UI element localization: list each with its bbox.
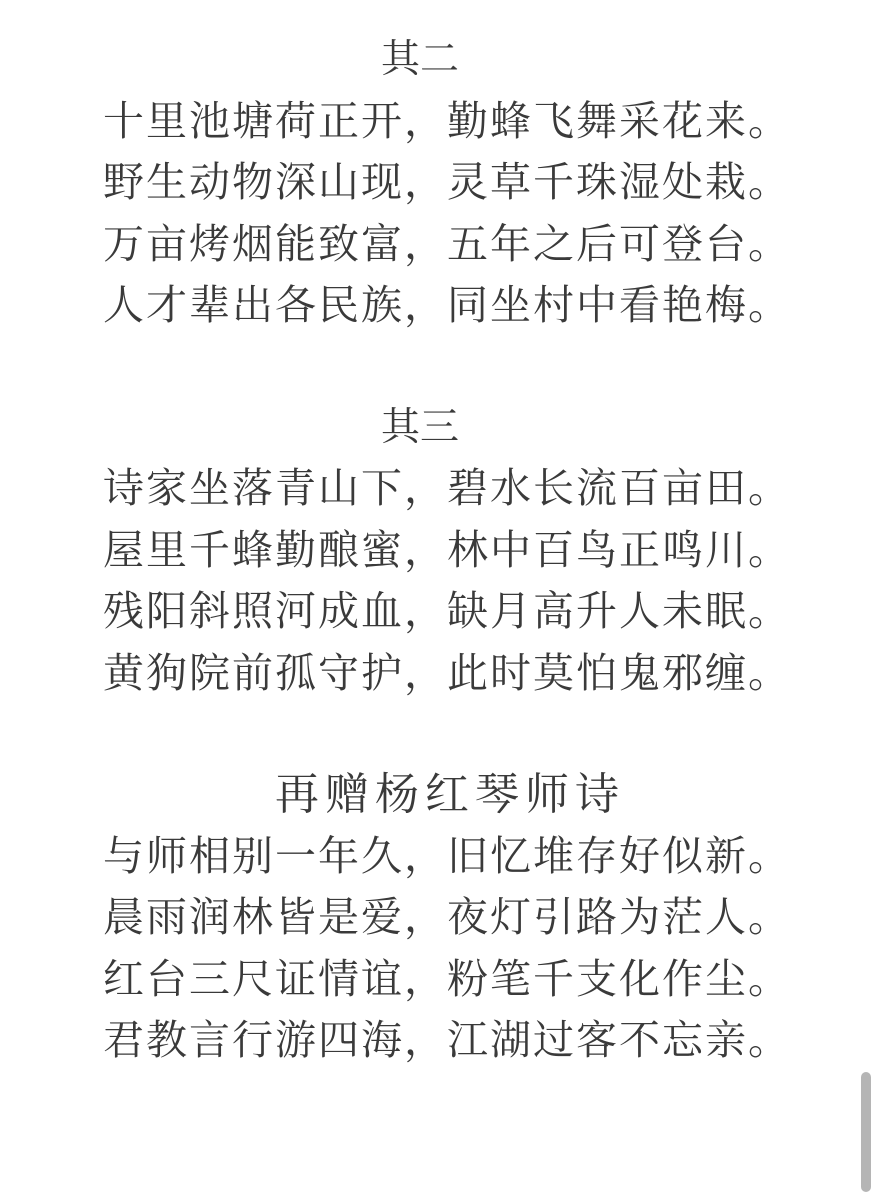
poem-line: 残阳斜照河成血，缺月高升人未眠。 bbox=[103, 588, 791, 634]
poem-section-2 bbox=[0, 29, 882, 337]
poem-line: 与师相别一年久，旧忆堆存好似新。 bbox=[103, 832, 791, 879]
poem-line: 红台三尺证情谊，粉笔千支化作尘。 bbox=[103, 955, 791, 1002]
poem-title: 其二 bbox=[380, 38, 459, 81]
poem-title: 其三 bbox=[380, 405, 459, 449]
poem-line: 诗家坐落青山下，碧水长流百亩田。 bbox=[103, 465, 791, 511]
poem-line: 万亩烤烟能致富，五年之后可登台。 bbox=[103, 220, 791, 267]
poem-line: 人才辈出各民族，同坐村中看艳梅。 bbox=[103, 282, 791, 328]
poem-line: 君教言行游四海，江湖过客不忘亲。 bbox=[103, 1017, 791, 1063]
poem-title: 再赠杨红琴师诗 bbox=[275, 770, 625, 819]
poem-line: 屋里千蜂勤酿蜜，林中百鸟正鸣川。 bbox=[103, 526, 791, 573]
poem-line: 十里池塘荷正开，勤蜂飞舞采花来。 bbox=[103, 97, 791, 144]
poem-section-3 bbox=[0, 397, 882, 705]
poem-line: 晨雨润林皆是爱，夜灯引路为茫人。 bbox=[103, 894, 791, 940]
poem-line: 野生动物深山现，灵草千珠湿处栽。 bbox=[103, 159, 791, 205]
poem-section-dedication bbox=[0, 764, 882, 1072]
poem-line: 黄狗院前孤守护，此时莫怕鬼邪缠。 bbox=[103, 649, 791, 696]
scrollbar-thumb[interactable] bbox=[861, 1072, 871, 1192]
